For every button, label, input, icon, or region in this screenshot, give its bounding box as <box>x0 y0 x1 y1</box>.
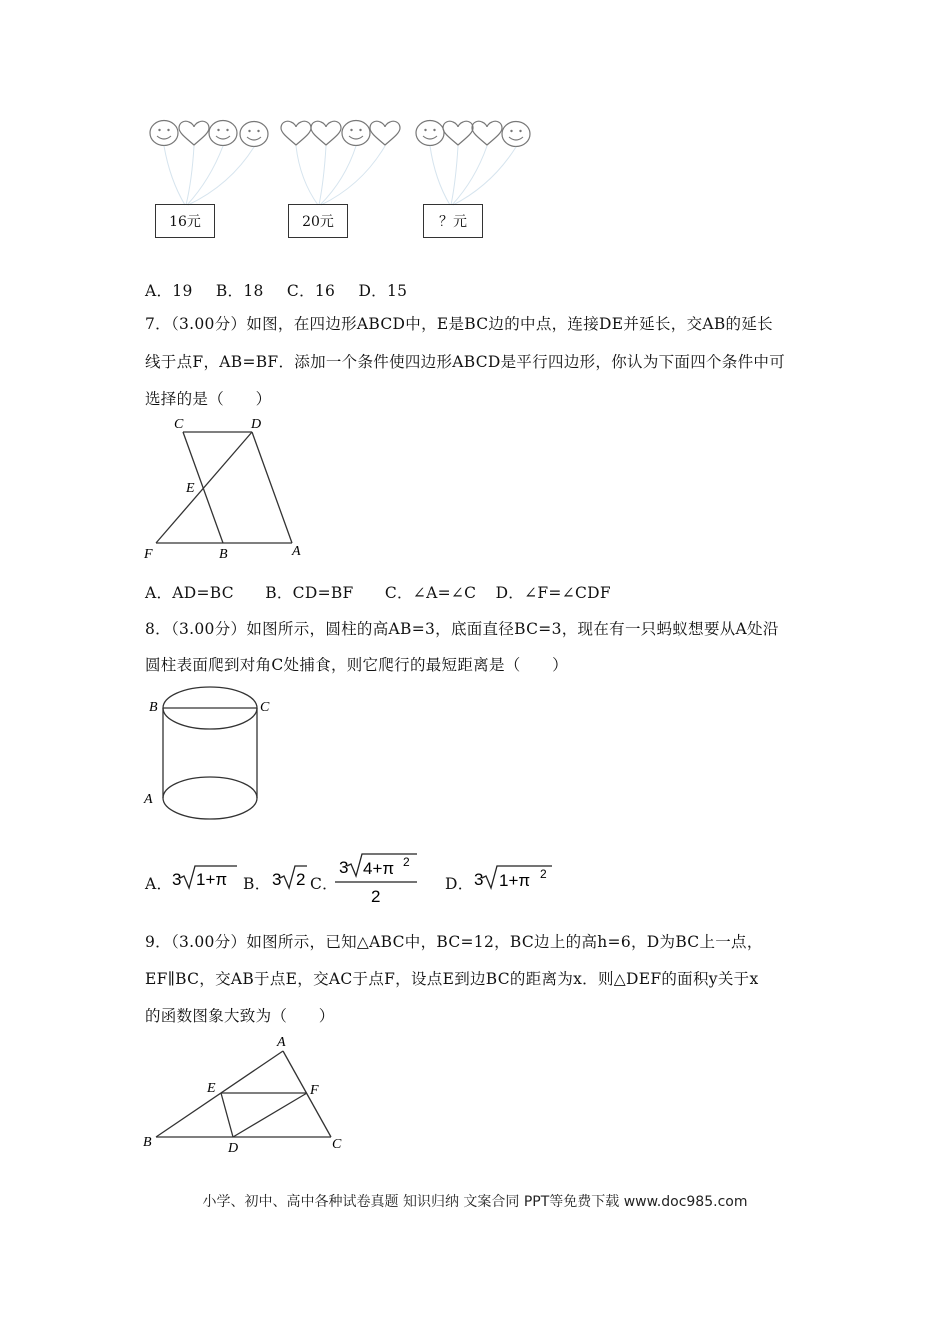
q8-option-b-label: B． <box>243 875 271 893</box>
price-box-1 <box>155 204 215 238</box>
point-e-label: E <box>207 1081 216 1096</box>
q7-stem-line-2: 线于点F，AB=BF．添加一个条件使四边形ABCD是平行四边形，你认为下面四个条件中可 <box>145 353 786 371</box>
svg-text:2: 2 <box>371 887 381 906</box>
quadrilateral-figure <box>140 410 320 565</box>
q6-option-c: C．16 <box>286 282 336 300</box>
svg-text:3: 3 <box>272 870 282 889</box>
page-footer: 小学、初中、高中各种试卷真题 知识归纳 文案合同 PPT等免费下载 www.doc985.com <box>202 1194 748 1210</box>
svg-text:2: 2 <box>403 855 410 869</box>
point-b-label: B <box>143 1135 152 1150</box>
balloon-group-2 <box>281 121 400 206</box>
point-a-label: A <box>277 1035 286 1050</box>
q9-stem-line-1: 9．（3.00分）如图所示，已知△ABC中，BC=12，BC边上的高h=6，D为BC上一点， <box>145 933 763 951</box>
q8-option-b-formula <box>270 862 310 892</box>
price-label: 20元 <box>302 214 334 230</box>
point-f-label: F <box>144 547 153 562</box>
q9-stem-line-2: EF∥BC，交AB于点E，交AC于点F，设点E到边BC的距离为x．则△DEF的面积y关于x <box>145 970 759 988</box>
svg-text:3: 3 <box>339 858 349 877</box>
q8-option-c-label: C． <box>310 875 338 893</box>
price-label: 16元 <box>169 214 201 230</box>
point-d-label: D <box>228 1141 239 1156</box>
point-c-label: C <box>260 700 270 715</box>
q8-stem-line-2: 圆柱表面爬到对角C处捕食，则它爬行的最短距离是（ ） <box>145 656 568 674</box>
point-d-label: D <box>251 417 262 432</box>
q7-option-a: A．AD=BC <box>145 584 234 602</box>
balloon-group-3 <box>416 121 530 206</box>
q6-option-d: D．15 <box>358 282 408 300</box>
point-c-label: C <box>332 1137 342 1152</box>
q8-option-a-formula <box>170 862 240 892</box>
q8-stem-line-1: 8．（3.00分）如图所示，圆柱的高AB=3，底面直径BC=3，现在有一只蚂蚁想要从A处沿 <box>145 620 779 638</box>
q8-option-d-formula <box>472 860 557 892</box>
price-box-3 <box>423 204 483 238</box>
q8-option-c-formula <box>335 850 425 908</box>
triangle-figure <box>140 1030 360 1160</box>
q7-stem-line-1: 7．（3.00分）如图，在四边形ABCD中，E是BC边的中点，连接DE并延长，交AB的延长 <box>145 315 773 333</box>
svg-text:3: 3 <box>474 870 484 889</box>
point-a-label: A <box>144 792 153 807</box>
q7-option-c: C．∠A=∠C <box>384 584 477 602</box>
q7-option-b: B．CD=BF <box>265 584 354 602</box>
point-b-label: B <box>149 700 158 715</box>
q6-option-b: B．18 <box>215 282 264 300</box>
q7-stem-line-3: 选择的是（ ） <box>145 390 272 408</box>
svg-text:3: 3 <box>172 870 182 889</box>
svg-text:4+π: 4+π <box>363 859 395 878</box>
svg-text:2: 2 <box>540 867 547 881</box>
q7-option-d: D．∠F=∠CDF <box>495 584 611 602</box>
svg-text:1+π: 1+π <box>499 871 531 890</box>
cylinder-figure <box>140 680 290 820</box>
point-e-label: E <box>186 481 195 496</box>
point-f-label: F <box>310 1083 319 1098</box>
q6-option-a: A．19 <box>145 282 193 300</box>
q8-option-d-label: D． <box>445 875 474 893</box>
point-b-label: B <box>219 547 228 562</box>
svg-text:2: 2 <box>296 870 306 889</box>
q7-options <box>145 581 639 603</box>
balloon-group-1 <box>150 121 268 206</box>
q9-stem-line-3: 的函数图象大致为（ ） <box>145 1007 335 1025</box>
point-c-label: C <box>174 417 184 432</box>
q8-option-a-label: A． <box>145 875 173 893</box>
point-a-label: A <box>292 544 301 559</box>
price-box-2 <box>288 204 348 238</box>
q6-options <box>145 279 435 301</box>
price-label: ？元 <box>439 214 467 230</box>
svg-text:1+π: 1+π <box>196 870 228 889</box>
